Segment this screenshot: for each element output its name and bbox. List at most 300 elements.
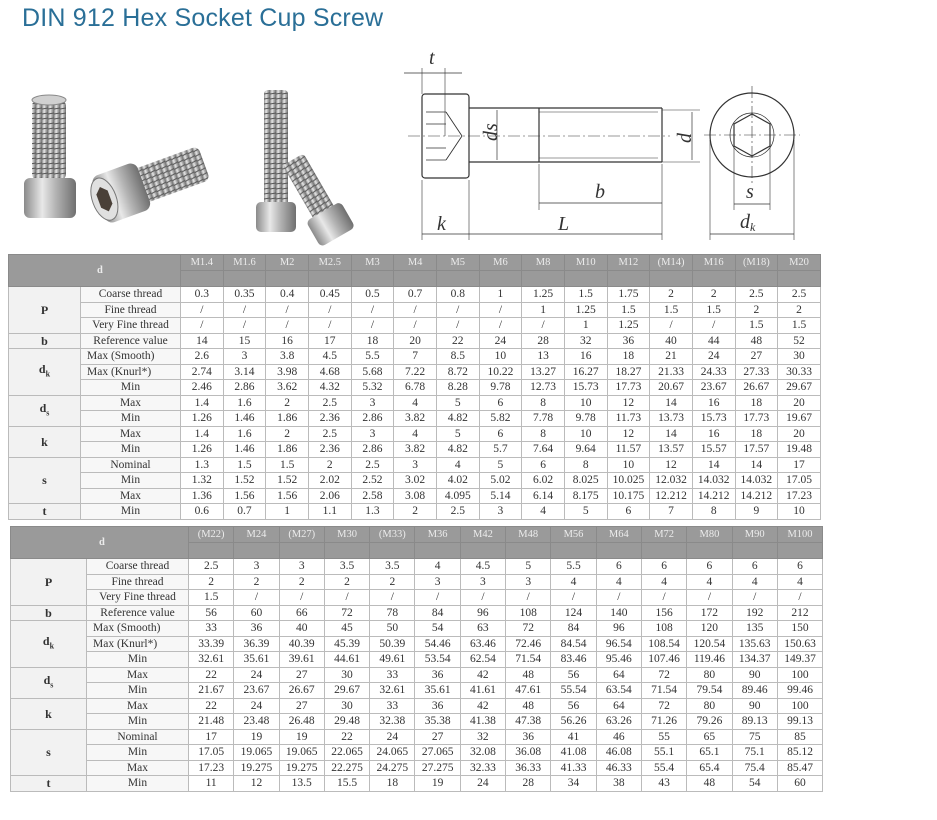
dim-label-ds: ds — [480, 123, 502, 141]
value-cell: 55 — [641, 729, 686, 745]
value-cell: 36 — [234, 621, 279, 637]
value-cell: 12.032 — [650, 473, 693, 489]
value-cell: 1.4 — [181, 426, 224, 442]
value-cell: 41.38 — [460, 714, 505, 730]
value-cell: 134.37 — [732, 652, 777, 668]
value-cell: 48 — [506, 667, 551, 683]
value-cell: 72 — [641, 698, 686, 714]
group-symbol-s: s — [11, 729, 87, 776]
row-label: Max — [81, 426, 181, 442]
value-cell: 22 — [324, 729, 369, 745]
value-cell: 71.54 — [506, 652, 551, 668]
value-cell: / — [223, 318, 266, 334]
table-row — [9, 457, 821, 473]
size-header: M20 — [778, 255, 821, 271]
value-cell: / — [308, 318, 351, 334]
table-row — [11, 636, 823, 652]
value-cell: 7 — [650, 504, 693, 520]
value-cell: 12 — [607, 426, 650, 442]
value-cell: 3.62 — [266, 380, 309, 396]
value-cell: 75 — [732, 729, 777, 745]
value-cell: 120 — [687, 621, 732, 637]
header-spacer — [479, 271, 522, 287]
value-cell: 2.86 — [351, 442, 394, 458]
value-cell: 6 — [479, 426, 522, 442]
value-cell: 6 — [641, 559, 686, 575]
value-cell: 60 — [234, 605, 279, 621]
value-cell: 150.63 — [777, 636, 822, 652]
header-spacer — [596, 543, 641, 559]
value-cell: 5 — [436, 426, 479, 442]
table-row — [9, 504, 821, 520]
value-cell: / — [266, 302, 309, 318]
value-cell: 32.38 — [370, 714, 415, 730]
value-cell: 71.26 — [641, 714, 686, 730]
header-spacer — [735, 271, 778, 287]
value-cell: 0.45 — [308, 287, 351, 303]
value-cell: 135.63 — [732, 636, 777, 652]
value-cell: 5.02 — [479, 473, 522, 489]
table-row — [11, 667, 823, 683]
value-cell: 17 — [778, 457, 821, 473]
value-cell: 17.05 — [189, 745, 234, 761]
value-cell: 1.52 — [223, 473, 266, 489]
dim-label-b: b — [595, 181, 605, 203]
value-cell: 13.57 — [650, 442, 693, 458]
page-title: DIN 912 Hex Socket Cup Screw — [22, 4, 384, 32]
group-symbol-t: t — [11, 776, 87, 792]
value-cell: 2 — [778, 302, 821, 318]
header-spacer — [181, 271, 224, 287]
table-row — [9, 473, 821, 489]
value-cell: 18 — [735, 426, 778, 442]
dim-label-k: k — [437, 213, 446, 235]
value-cell: 3 — [479, 504, 522, 520]
value-cell: 1.1 — [308, 504, 351, 520]
value-cell: 3 — [394, 457, 437, 473]
value-cell: 1.26 — [181, 442, 224, 458]
value-cell: 3 — [460, 574, 505, 590]
value-cell: 4.5 — [460, 559, 505, 575]
value-cell: 41.61 — [460, 683, 505, 699]
value-cell: 1.56 — [223, 488, 266, 504]
value-cell: 22 — [189, 698, 234, 714]
value-cell: 3.98 — [266, 364, 309, 380]
group-symbol-b: b — [11, 605, 87, 621]
value-cell: 64 — [596, 667, 641, 683]
value-cell: 1.46 — [223, 411, 266, 427]
value-cell: 7 — [394, 349, 437, 365]
value-cell: 17 — [189, 729, 234, 745]
value-cell: / — [181, 302, 224, 318]
size-header: M48 — [506, 527, 551, 543]
value-cell: / — [687, 590, 732, 606]
value-cell: 34 — [551, 776, 596, 792]
row-label: Very Fine thread — [81, 318, 181, 334]
header-spacer — [460, 543, 505, 559]
value-cell: 56 — [189, 605, 234, 621]
value-cell: 1.86 — [266, 411, 309, 427]
size-header: M3 — [351, 255, 394, 271]
value-cell: 80 — [687, 667, 732, 683]
value-cell: 56 — [551, 667, 596, 683]
group-symbol-P: P — [11, 559, 87, 606]
table-row — [11, 621, 823, 637]
value-cell: 172 — [687, 605, 732, 621]
size-header: M4 — [394, 255, 437, 271]
value-cell: 8.28 — [436, 380, 479, 396]
value-cell: 19.275 — [234, 760, 279, 776]
value-cell: 3.5 — [370, 559, 415, 575]
value-cell: 2.86 — [351, 411, 394, 427]
value-cell: / — [351, 318, 394, 334]
value-cell: 23.67 — [692, 380, 735, 396]
value-cell: 18 — [735, 395, 778, 411]
table-row — [9, 287, 821, 303]
value-cell: 4.82 — [436, 411, 479, 427]
value-cell: 3 — [351, 426, 394, 442]
value-cell: 95.46 — [596, 652, 641, 668]
group-symbol-ds: $d_s$ — [11, 667, 87, 698]
header-spacer — [687, 543, 732, 559]
value-cell: 52 — [778, 333, 821, 349]
header-spacer — [189, 543, 234, 559]
value-cell: 17.73 — [735, 411, 778, 427]
value-cell: 6 — [732, 559, 777, 575]
value-cell: 41.33 — [551, 760, 596, 776]
value-cell: 11 — [189, 776, 234, 792]
size-header: M5 — [436, 255, 479, 271]
table-row — [9, 442, 821, 458]
size-header: M64 — [596, 527, 641, 543]
value-cell: 16.27 — [564, 364, 607, 380]
row-label: Min — [81, 473, 181, 489]
value-cell: 2 — [189, 574, 234, 590]
size-header: M56 — [551, 527, 596, 543]
value-cell: 21 — [650, 349, 693, 365]
value-cell: 1.5 — [564, 287, 607, 303]
row-label: Min — [81, 504, 181, 520]
value-cell: 1.5 — [607, 302, 650, 318]
value-cell: 0.7 — [394, 287, 437, 303]
value-cell: 4 — [522, 504, 565, 520]
value-cell: 44 — [692, 333, 735, 349]
value-cell: 46.08 — [596, 745, 641, 761]
value-cell: 1 — [266, 504, 309, 520]
value-cell: 107.46 — [641, 652, 686, 668]
value-cell: 1.26 — [181, 411, 224, 427]
value-cell: 6.78 — [394, 380, 437, 396]
value-cell: 39.61 — [279, 652, 324, 668]
value-cell: 83.46 — [551, 652, 596, 668]
value-cell: 16 — [564, 349, 607, 365]
value-cell: 33 — [370, 667, 415, 683]
value-cell: 15.73 — [564, 380, 607, 396]
value-cell: 8 — [522, 395, 565, 411]
value-cell: 2 — [394, 504, 437, 520]
value-cell: 2 — [692, 287, 735, 303]
table-row — [11, 698, 823, 714]
value-cell: 11.73 — [607, 411, 650, 427]
size-header: M24 — [234, 527, 279, 543]
value-cell: 5.82 — [479, 411, 522, 427]
value-cell: 23.48 — [234, 714, 279, 730]
value-cell: 2.6 — [181, 349, 224, 365]
size-header: M16 — [692, 255, 735, 271]
value-cell: 2 — [735, 302, 778, 318]
value-cell: 19 — [234, 729, 279, 745]
value-cell: 1.3 — [351, 504, 394, 520]
dim-label-L: L — [558, 213, 570, 235]
value-cell: 14 — [181, 333, 224, 349]
value-cell: 49.61 — [370, 652, 415, 668]
value-cell: 32.08 — [460, 745, 505, 761]
value-cell: 22 — [436, 333, 479, 349]
value-cell: 1.5 — [735, 318, 778, 334]
value-cell: 10 — [607, 457, 650, 473]
value-cell: 2.86 — [223, 380, 266, 396]
value-cell: 4.5 — [308, 349, 351, 365]
value-cell: 6.14 — [522, 488, 565, 504]
value-cell: 4 — [394, 426, 437, 442]
value-cell: / — [522, 318, 565, 334]
size-header: M100 — [777, 527, 822, 543]
table-row — [11, 776, 823, 792]
value-cell: 72 — [641, 667, 686, 683]
value-cell: 14 — [735, 457, 778, 473]
row-label: Max (Smooth) — [81, 349, 181, 365]
value-cell: 8 — [522, 426, 565, 442]
header-spacer — [351, 271, 394, 287]
value-cell: 24 — [479, 333, 522, 349]
value-cell: 27 — [415, 729, 460, 745]
value-cell: 4 — [551, 574, 596, 590]
value-cell: 48 — [735, 333, 778, 349]
value-cell: / — [415, 590, 460, 606]
row-label: Reference value — [87, 605, 189, 621]
size-header: M30 — [324, 527, 369, 543]
value-cell: 8 — [692, 504, 735, 520]
row-label: Max (Knurl*) — [87, 636, 189, 652]
value-cell: 9.78 — [479, 380, 522, 396]
value-cell: 2 — [234, 574, 279, 590]
value-cell: 19 — [415, 776, 460, 792]
value-cell: 2 — [650, 287, 693, 303]
value-cell: 3.5 — [324, 559, 369, 575]
value-cell: 22.275 — [324, 760, 369, 776]
dim-label-s: s — [746, 181, 754, 203]
value-cell: 16 — [692, 395, 735, 411]
value-cell: 7.64 — [522, 442, 565, 458]
value-cell: 149.37 — [777, 652, 822, 668]
value-cell: 2 — [370, 574, 415, 590]
value-cell: 48 — [506, 698, 551, 714]
value-cell: 1.6 — [223, 395, 266, 411]
value-cell: 72.46 — [506, 636, 551, 652]
value-cell: 36.08 — [506, 745, 551, 761]
value-cell: 32.61 — [370, 683, 415, 699]
value-cell: 2.06 — [308, 488, 351, 504]
value-cell: 35.61 — [415, 683, 460, 699]
value-cell: 3.82 — [394, 442, 437, 458]
value-cell: 24 — [234, 667, 279, 683]
value-cell: 32.61 — [189, 652, 234, 668]
value-cell: 21.67 — [189, 683, 234, 699]
value-cell: 2.5 — [351, 457, 394, 473]
value-cell: 54 — [732, 776, 777, 792]
value-cell: 20 — [778, 395, 821, 411]
row-label: Max — [87, 760, 189, 776]
dim-label-d: d — [674, 133, 696, 143]
value-cell: 2.02 — [308, 473, 351, 489]
value-cell: 15.57 — [692, 442, 735, 458]
value-cell: 17.05 — [778, 473, 821, 489]
table-row — [11, 590, 823, 606]
value-cell: / — [394, 318, 437, 334]
value-cell: 8.5 — [436, 349, 479, 365]
screw-photo-1 — [24, 95, 76, 218]
value-cell: 9.78 — [564, 411, 607, 427]
row-label: Fine thread — [87, 574, 189, 590]
value-cell: 10 — [564, 395, 607, 411]
header-spacer — [522, 271, 565, 287]
value-cell: 24 — [460, 776, 505, 792]
value-cell: 3 — [234, 559, 279, 575]
value-cell: 41 — [551, 729, 596, 745]
value-cell: 0.3 — [181, 287, 224, 303]
value-cell: 26.67 — [735, 380, 778, 396]
value-cell: 14.212 — [692, 488, 735, 504]
value-cell: 33 — [189, 621, 234, 637]
header-spacer — [692, 271, 735, 287]
value-cell: 84 — [415, 605, 460, 621]
size-header: M2 — [266, 255, 309, 271]
value-cell: 192 — [732, 605, 777, 621]
group-symbol-t: t — [9, 504, 81, 520]
value-cell: 4 — [732, 574, 777, 590]
row-label: Fine thread — [81, 302, 181, 318]
value-cell: 1.4 — [181, 395, 224, 411]
value-cell: 29.48 — [324, 714, 369, 730]
value-cell: 54 — [415, 621, 460, 637]
value-cell: 2 — [308, 457, 351, 473]
value-cell: 90 — [732, 667, 777, 683]
value-cell: 4.02 — [436, 473, 479, 489]
value-cell: 12 — [607, 395, 650, 411]
value-cell: 21.33 — [650, 364, 693, 380]
size-header: M8 — [522, 255, 565, 271]
value-cell: 3 — [279, 559, 324, 575]
header-spacer — [324, 543, 369, 559]
value-cell: 10.025 — [607, 473, 650, 489]
value-cell: 40.39 — [279, 636, 324, 652]
product-photos — [0, 40, 400, 250]
value-cell: 63.46 — [460, 636, 505, 652]
value-cell: 7.78 — [522, 411, 565, 427]
value-cell: 13 — [522, 349, 565, 365]
value-cell: 46.33 — [596, 760, 641, 776]
value-cell: 2.58 — [351, 488, 394, 504]
value-cell: 1.25 — [607, 318, 650, 334]
value-cell: 24.065 — [370, 745, 415, 761]
value-cell: 89.46 — [732, 683, 777, 699]
row-label: Max (Knurl*) — [81, 364, 181, 380]
value-cell: 3.8 — [266, 349, 309, 365]
header-spacer — [370, 543, 415, 559]
value-cell: 1.56 — [266, 488, 309, 504]
group-symbol-k: k — [9, 426, 81, 457]
value-cell: 4 — [436, 457, 479, 473]
value-cell: 6.02 — [522, 473, 565, 489]
header-spacer — [234, 543, 279, 559]
table-row — [9, 426, 821, 442]
header-spacer — [778, 271, 821, 287]
value-cell: 62.54 — [460, 652, 505, 668]
value-cell: 100 — [777, 698, 822, 714]
value-cell: 0.4 — [266, 287, 309, 303]
value-cell: / — [732, 590, 777, 606]
table-row — [9, 411, 821, 427]
value-cell: 24 — [692, 349, 735, 365]
table-row — [11, 683, 823, 699]
header-spacer — [777, 543, 822, 559]
value-cell: 4.32 — [308, 380, 351, 396]
row-label: Max — [81, 488, 181, 504]
value-cell: 36 — [415, 667, 460, 683]
header-spacer — [266, 271, 309, 287]
value-cell: / — [436, 318, 479, 334]
value-cell: 22 — [189, 667, 234, 683]
value-cell: 12 — [650, 457, 693, 473]
value-cell: 8.72 — [436, 364, 479, 380]
value-cell: 5 — [564, 504, 607, 520]
screw-photo-2 — [85, 139, 213, 226]
value-cell: 1.5 — [223, 457, 266, 473]
value-cell: 24.33 — [692, 364, 735, 380]
group-symbol-dk: $d_k$ — [11, 621, 87, 668]
value-cell: 15.5 — [324, 776, 369, 792]
table-row — [11, 745, 823, 761]
value-cell: 19.48 — [778, 442, 821, 458]
value-cell: / — [460, 590, 505, 606]
value-cell: 90 — [732, 698, 777, 714]
size-header: (M22) — [189, 527, 234, 543]
value-cell: 3 — [415, 574, 460, 590]
value-cell: 14 — [692, 457, 735, 473]
value-cell: 63.54 — [596, 683, 641, 699]
value-cell: 4 — [394, 395, 437, 411]
value-cell: 7.22 — [394, 364, 437, 380]
size-header: M1.6 — [223, 255, 266, 271]
value-cell: 12.73 — [522, 380, 565, 396]
row-label: Min — [87, 652, 189, 668]
value-cell: 32.33 — [460, 760, 505, 776]
value-cell: / — [279, 590, 324, 606]
value-cell: 54.46 — [415, 636, 460, 652]
spec-table-m1-4-to-m20 — [8, 254, 821, 520]
value-cell: 22.065 — [324, 745, 369, 761]
value-cell: 2 — [266, 395, 309, 411]
value-cell: 108 — [506, 605, 551, 621]
header-spacer — [551, 543, 596, 559]
value-cell: 60 — [777, 776, 822, 792]
table-row — [11, 652, 823, 668]
value-cell: 5 — [436, 395, 479, 411]
value-cell: 17 — [308, 333, 351, 349]
value-cell: 20.67 — [650, 380, 693, 396]
value-cell: 23.67 — [234, 683, 279, 699]
value-cell: 75.1 — [732, 745, 777, 761]
